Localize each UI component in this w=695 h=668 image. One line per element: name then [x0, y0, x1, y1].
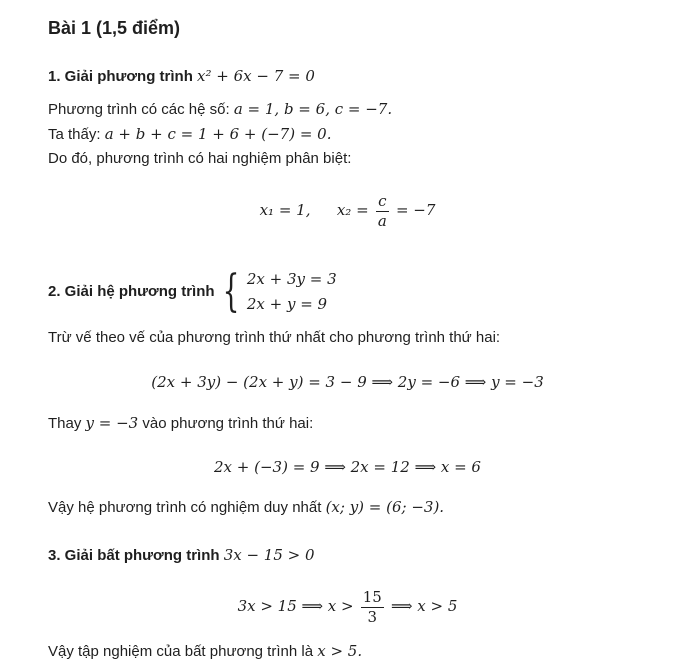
- part3-frac-numerator: 15: [362, 587, 382, 606]
- part2-step2-a: Thay: [48, 415, 82, 432]
- system-brace: {: [222, 266, 240, 318]
- part1-coef-math: a = 1, b = 6, c = −7.: [233, 100, 393, 118]
- root2-rhs: = −7: [395, 201, 436, 219]
- part2-step1: Trừ vế theo vế của phương trình thứ nhất cho phương trình thứ hai:: [48, 329, 501, 346]
- part1-note: [48, 124, 332, 145]
- part3-fraction: [361, 588, 384, 627]
- part1-heading-text: 1. Giải phương trình: [48, 68, 193, 85]
- part2-calc1: (2x + 3y) − (2x + y) = 3 − 9 ⟹ 2y = −6 ⟹ y = −3: [151, 373, 544, 391]
- root2-denominator: a: [377, 211, 387, 230]
- system-eq2: 2x + y = 9: [246, 295, 328, 314]
- part1-equation: x² + 6x − 7 = 0: [197, 67, 315, 85]
- equation-system: [247, 267, 337, 317]
- part1-coefficients: [48, 99, 392, 120]
- part2-conclusion-text: Vậy hệ phương trình có nghiệm duy nhất: [48, 499, 322, 516]
- part2-conclusion-math: (x; y) = (6; −3).: [325, 498, 445, 516]
- part2-conclusion: [48, 497, 444, 518]
- part1-heading: [48, 66, 315, 87]
- part3-conclusion-math: x > 5.: [317, 642, 363, 660]
- part2-step2-b: vào phương trình thứ hai:: [142, 415, 314, 432]
- part1-note-text: Ta thấy:: [48, 126, 101, 143]
- part3-calc-rhs: ⟹ x > 5: [391, 597, 458, 615]
- system-eq1: 2x + 3y = 3: [246, 270, 337, 289]
- part1-roots: [0, 189, 695, 232]
- part3-heading-text: 3. Giải bất phương trình: [48, 547, 220, 564]
- root2-numerator: c: [376, 192, 389, 212]
- part3-frac-denominator: 3: [367, 607, 378, 626]
- part1-note-math: a + b + c = 1 + 6 + (−7) = 0.: [104, 125, 332, 143]
- part1-conclusion: Do đó, phương trình có hai nghiệm phân biệt:: [48, 150, 352, 167]
- part2-heading-text: 2. Giải hệ phương trình: [48, 283, 215, 300]
- part3-conclusion: [48, 641, 362, 662]
- part3-conclusion-text: Vậy tập nghiệm của bất phương trình là: [48, 643, 314, 660]
- part3-inequality: 3x − 15 > 0: [223, 546, 315, 564]
- root1: x₁ = 1,: [259, 201, 311, 219]
- part2-step2-math: y = −3: [85, 414, 139, 432]
- part3-heading: [48, 545, 315, 566]
- part1-coef-text: Phương trình có các hệ số:: [48, 101, 230, 118]
- part2-step2: [48, 413, 313, 434]
- root2-lhs: x₂ =: [336, 201, 369, 219]
- part3-calc-lhs: 3x > 15 ⟹ x >: [237, 597, 354, 615]
- part3-calc: [0, 585, 695, 628]
- root2-fraction: [376, 192, 389, 231]
- part2-calc2: 2x + (−3) = 9 ⟹ 2x = 12 ⟹ x = 6: [214, 458, 481, 476]
- page-title: Bài 1 (1,5 điểm): [48, 18, 181, 38]
- part2-heading: [48, 265, 337, 319]
